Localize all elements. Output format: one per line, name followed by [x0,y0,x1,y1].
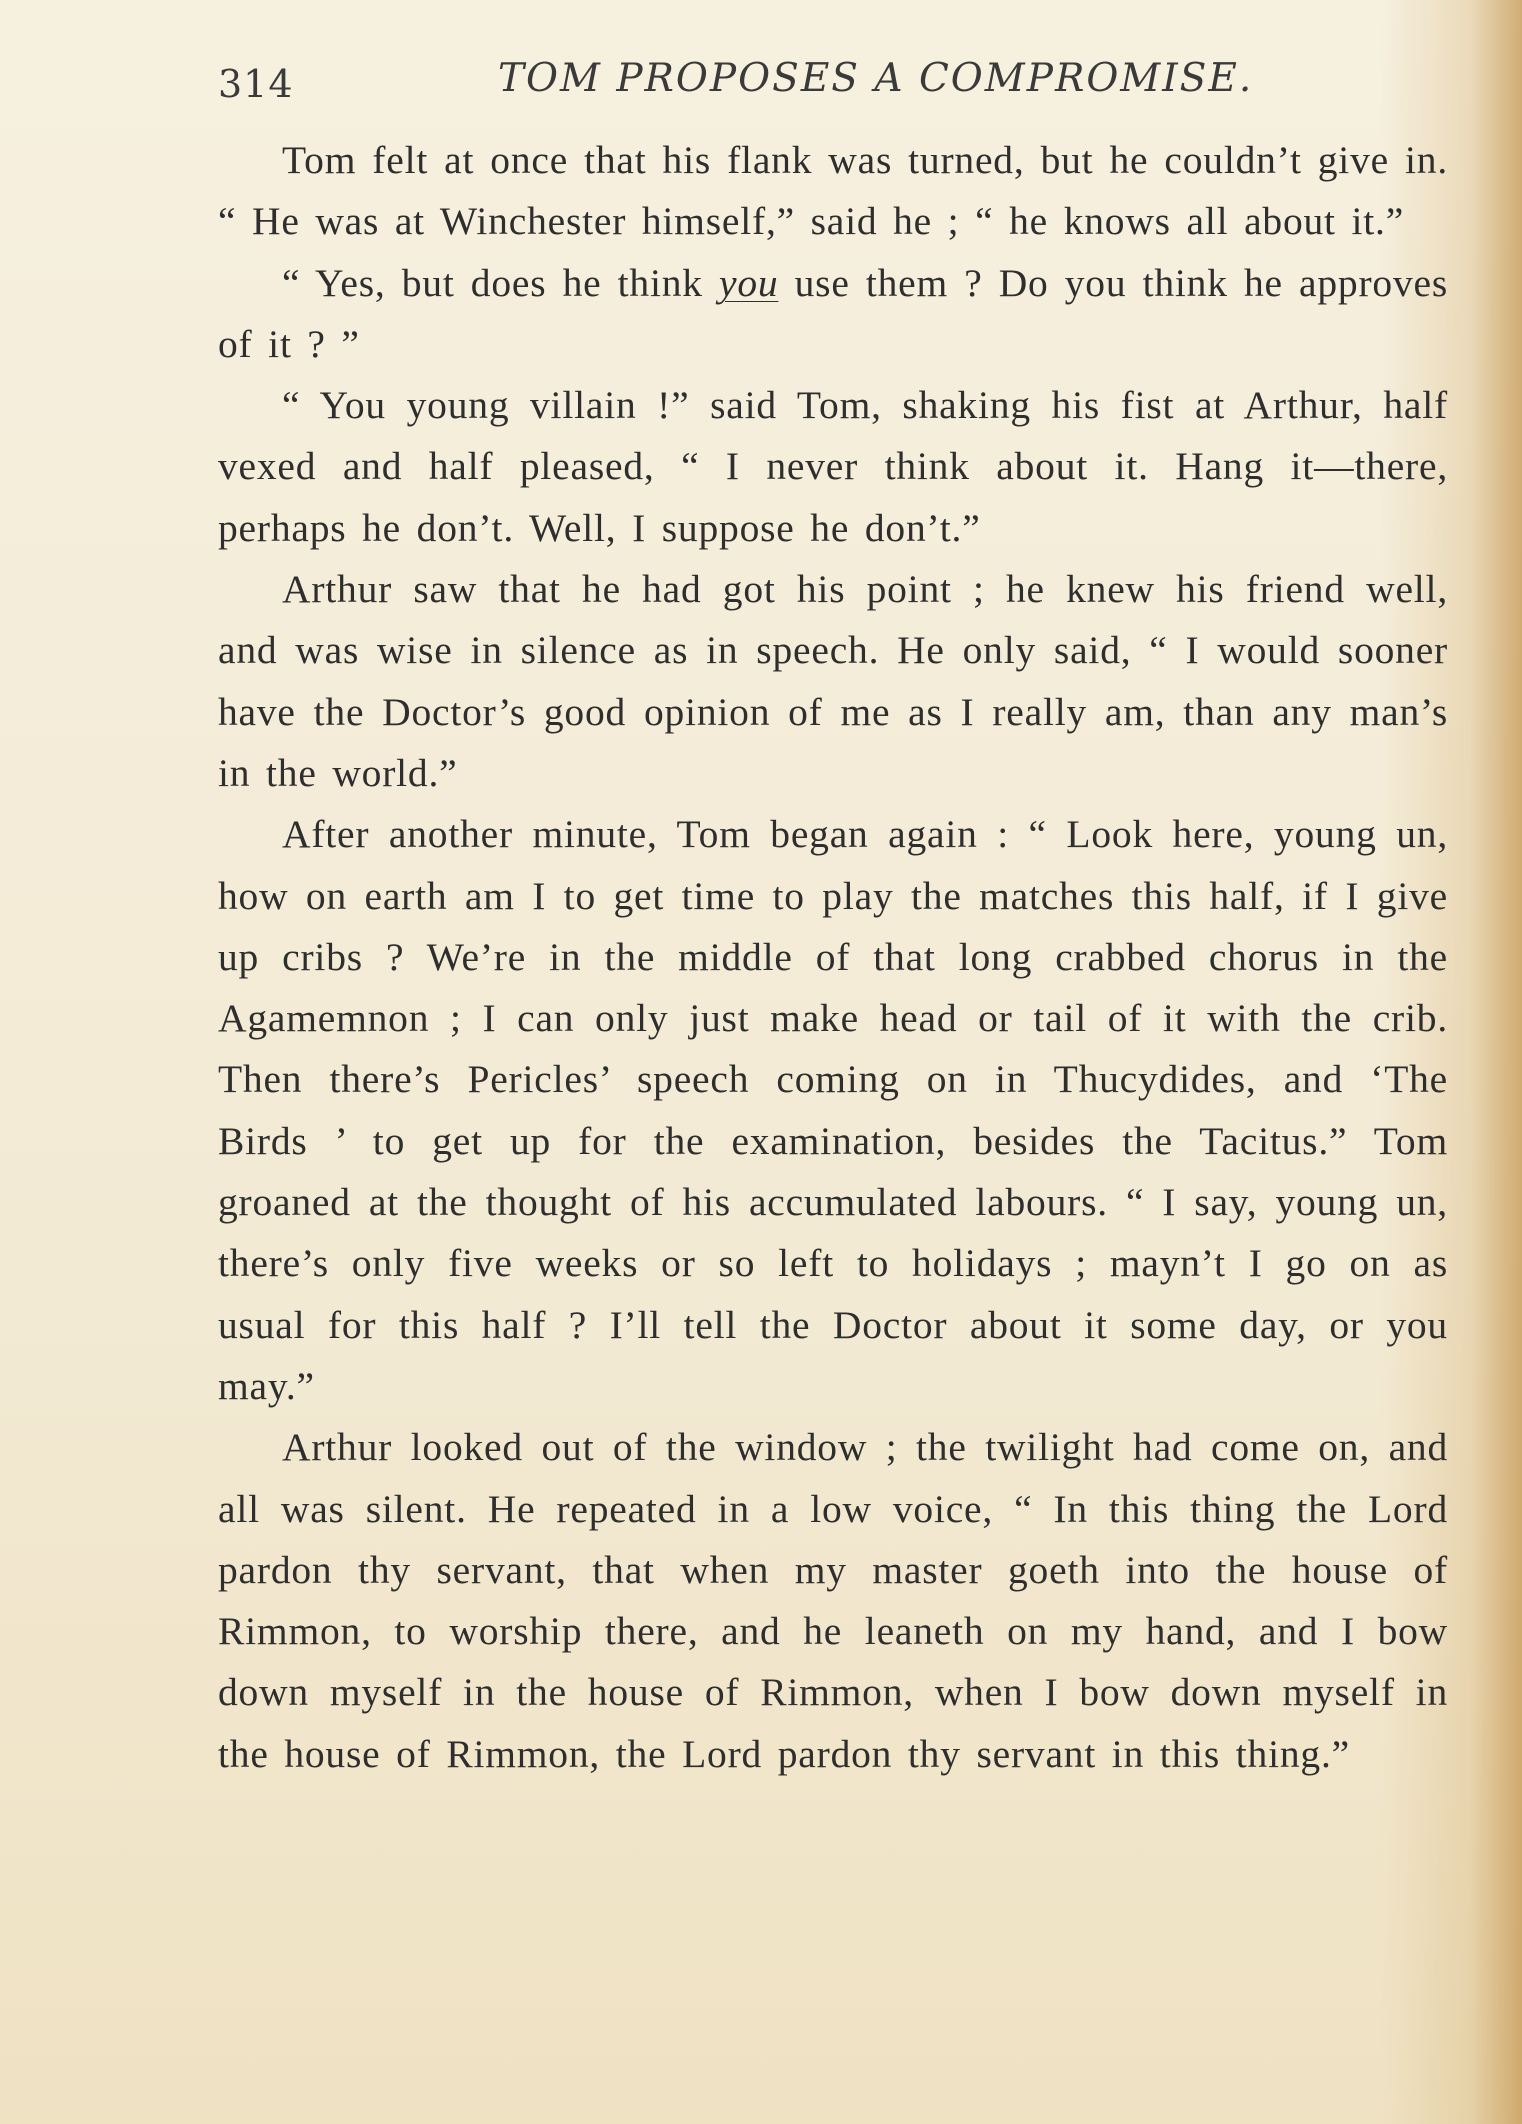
body-text [218,130,1448,1785]
paragraph-4: Arthur saw that he had got his point ; he knew his friend well, and was wise in silence as in speech. He only said, “ I would sooner have the Doctor’s good opinion of me as I really am, than any man’s in the world.” [218,567,1448,795]
paragraph-6: Arthur looked out of the window ; the twilight had come on, and all was silent. He repeated in a low voice, “ In this thing the Lord pardon thy servant, that when my master goeth into the house of Rimmon, to worship there, and he leaneth on my hand, and I bow down myself in the house of Rimmon, when I bow down myself in the house of Rimmon, the Lord pardon thy servant in this thing.” [218,1425,1448,1776]
paragraph-3: “ You young villain !” said Tom, shaking his fist at Arthur, half vexed and half pleased, “ I never think about it. Hang it—there, perhaps he don’t. Well, I suppose he don’t.” [218,383,1448,550]
page-number: 314 [218,62,294,106]
running-head [218,52,1254,122]
emphasized-word: you [719,260,779,305]
paragraph-1: Tom felt at once that his flank was turned, but he couldn’t give in. “ He was at Winchester himself,” said he ; “ he knows all about it.” [218,138,1448,244]
running-title: TOM PROPOSES A COMPROMISE. [498,56,1254,101]
paragraph-2-before: “ Yes, but does he think [282,260,720,305]
paragraph-2 [218,253,1448,376]
paragraph-5: After another minute, Tom began again : “ Look here, young un, how on earth am I to get time to play the matches this half, if I give up cribs ? We’re in the middle of that long crabbed chorus in the Agamemnon ; I can only just make head or tail of it with the crib. Then there’s Pericles’ speech coming on in Thucydides, and ‘The Birds ’ to get up for the examination, besides the Tacitus.” Tom groaned at the thought of his accumulated labours. “ I say, young un, there’s only five weeks or so left to holidays ; mayn’t I go on as usual for this half ? I’ll tell the Doctor about it some day, or you may.” [218,812,1448,1408]
paragraph-2-after: use them ? Do you think he approves of it ? ” [218,260,1448,366]
